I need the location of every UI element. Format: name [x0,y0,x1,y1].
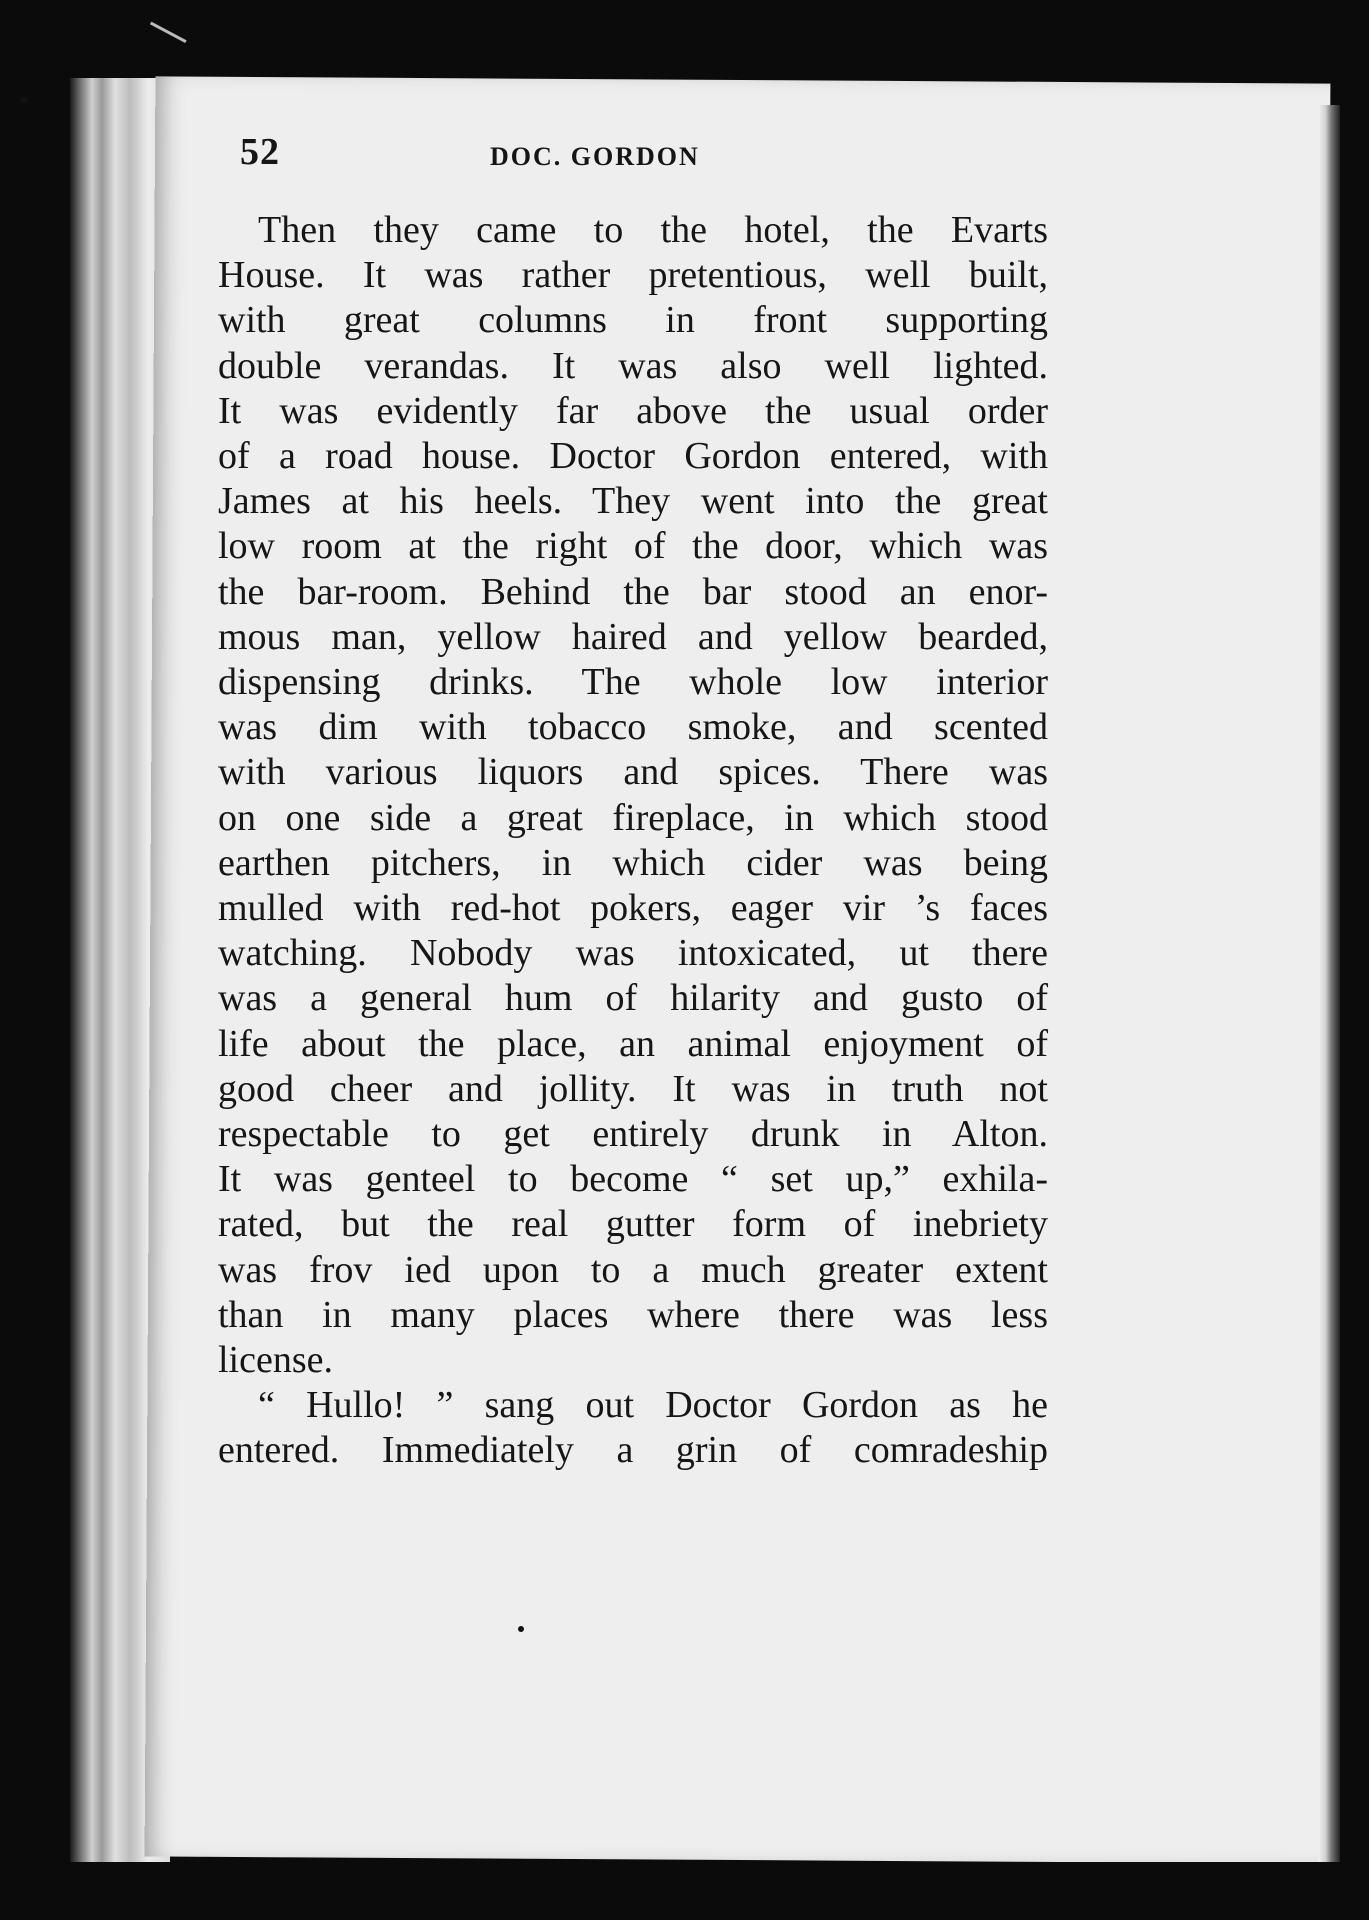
text-line: respectable to get entirely drunk in Alton. [218,1113,1048,1156]
text-line: It was genteel to become “ set up,” exhila- [218,1158,1048,1201]
running-title: DOC. GORDON [490,142,700,171]
scan-background [0,1862,1369,1920]
text-line: House. It was rather pretentious, well built, [218,254,1048,297]
ink-speck [20,96,28,104]
text-line: of a road house. Doctor Gordon entered, with [218,435,1048,478]
text-line: dispensing drinks. The whole low interior [218,661,1048,704]
text-line: rated, but the real gutter form of inebriety [218,1203,1048,1246]
text-line: was frov ied upon to a much greater extent [218,1248,1048,1291]
body-text [218,208,1048,1474]
text-line: on one side a great fireplace, in which stood [218,796,1048,839]
text-line: than in many places where there was less [218,1293,1048,1336]
text-line: James at his heels. They went into the great [218,480,1048,523]
text-line: mulled with red-hot pokers, eager vir ’s faces [218,887,1048,930]
text-line: with various liquors and spices. There was [218,751,1048,794]
text-line: “ Hullo! ” sang out Doctor Gordon as he [258,1384,1048,1427]
text-line: mous man, yellow haired and yellow bearded, [218,615,1048,658]
running-head [240,130,1040,190]
page-right-edge [1318,105,1340,1865]
text-line: double verandas. It was also well lighted. [218,344,1048,387]
text-line: life about the place, an animal enjoyment of [218,1022,1048,1065]
text-line: the bar-room. Behind the bar stood an enor- [218,570,1048,613]
scan-artifact [143,22,186,56]
paragraph [218,208,1048,1383]
paragraph [218,1383,1048,1473]
ink-speck [518,1626,524,1632]
text-line: low room at the right of the door, which was [218,525,1048,568]
text-line: was dim with tobacco smoke, and scented [218,706,1048,749]
text-line: was a general hum of hilarity and gusto of [218,977,1048,1020]
text-line: good cheer and jollity. It was in truth not [218,1067,1048,1110]
text-line: watching. Nobody was intoxicated, ut there [218,932,1048,975]
text-line: license. [218,1339,334,1382]
text-line: earthen pitchers, in which cider was being [218,841,1048,884]
text-line: entered. Immediately a grin of comradeship [218,1429,1048,1472]
text-line: It was evidently far above the usual order [218,389,1048,432]
page-number: 52 [240,131,280,173]
text-line: with great columns in front supporting [218,299,1048,342]
text-line: Then they came to the hotel, the Evarts [258,209,1048,251]
